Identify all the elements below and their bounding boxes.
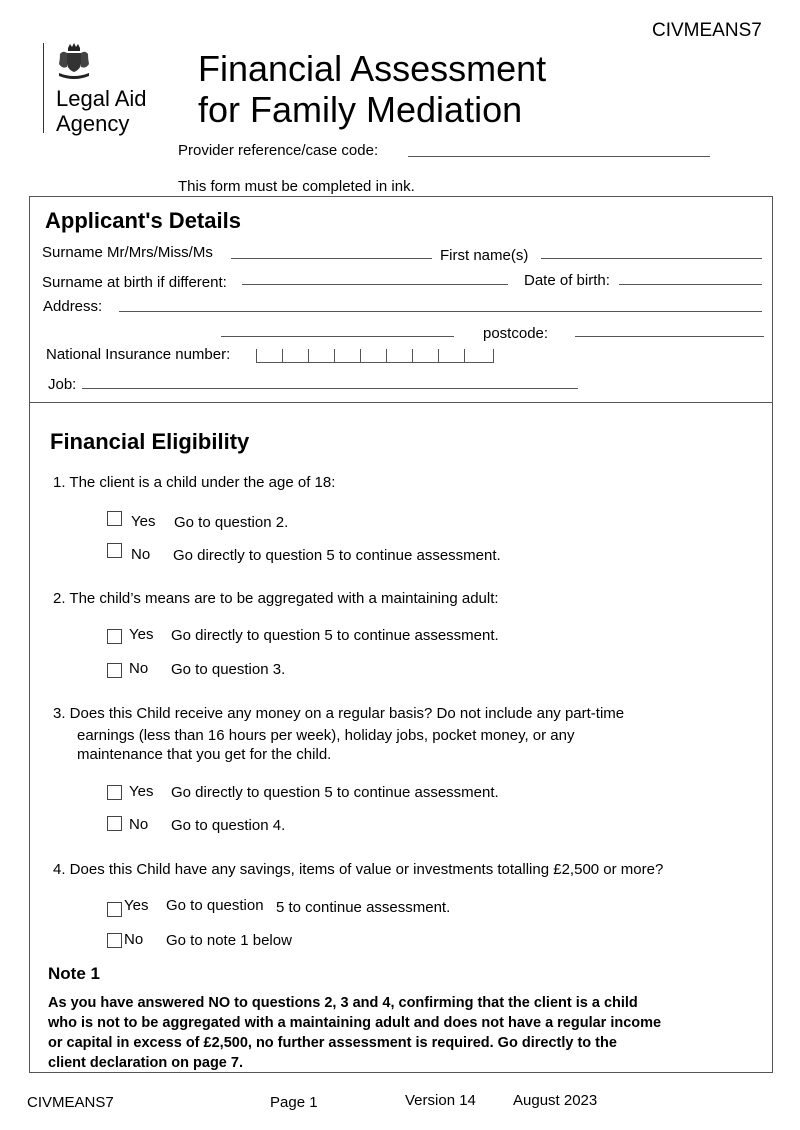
note-line-2: who is not to be aggregated with a maintaining adult and does not have a regular income bbox=[48, 1015, 662, 1031]
logo-line-2: Agency bbox=[56, 111, 130, 136]
postcode-label: postcode: bbox=[483, 325, 549, 342]
q1-yes-action: Go to question 2. bbox=[174, 514, 289, 531]
q2-yes-action: Go directly to question 5 to continue assessment. bbox=[171, 627, 499, 644]
q2-yes-label: Yes bbox=[129, 626, 154, 643]
ink-notice: This form must be completed in ink. bbox=[178, 178, 415, 195]
q2-no-label: No bbox=[129, 660, 149, 677]
q3-yes-checkbox[interactable] bbox=[107, 785, 122, 800]
dob-field[interactable] bbox=[619, 284, 762, 285]
footer-version: Version 14 bbox=[405, 1092, 476, 1109]
q4-yes-action-part-1: Go to question bbox=[166, 897, 264, 914]
q4-no-action: Go to note 1 below bbox=[166, 932, 292, 949]
q1-yes-checkbox[interactable] bbox=[107, 511, 122, 526]
form-code-top: CIVMEANS7 bbox=[652, 20, 762, 41]
job-field[interactable] bbox=[82, 388, 578, 389]
q1-no-action: Go directly to question 5 to continue assessment. bbox=[173, 547, 501, 564]
note-line-3: or capital in excess of £2,500, no further assessment is required. Go directly to the bbox=[48, 1035, 617, 1051]
address-field-line-2[interactable] bbox=[221, 336, 454, 337]
q4-no-label: No bbox=[124, 931, 144, 948]
note-heading: Note 1 bbox=[48, 964, 100, 983]
applicant-heading: Applicant's Details bbox=[45, 208, 241, 233]
note-line-4: client declaration on page 7. bbox=[48, 1055, 243, 1071]
address-field-line-1[interactable] bbox=[119, 311, 762, 312]
q4-no-checkbox[interactable] bbox=[107, 933, 122, 948]
q4-yes-checkbox[interactable] bbox=[107, 902, 122, 917]
provider-ref-field[interactable] bbox=[408, 156, 710, 157]
q1-yes-label: Yes bbox=[131, 513, 156, 530]
logo-text bbox=[56, 86, 147, 136]
question-4: 4. Does this Child have any savings, items of value or investments totalling £2,500 or more? bbox=[53, 861, 664, 878]
surname-birth-label: Surname at birth if different: bbox=[42, 274, 227, 291]
q2-no-action: Go to question 3. bbox=[171, 661, 286, 678]
surname-birth-field[interactable] bbox=[242, 284, 508, 285]
first-name-field[interactable] bbox=[541, 258, 762, 259]
q3-yes-label: Yes bbox=[129, 783, 154, 800]
job-label: Job: bbox=[48, 376, 77, 393]
q1-no-checkbox[interactable] bbox=[107, 543, 122, 558]
surname-field[interactable] bbox=[231, 258, 432, 259]
question-3-line-1: 3. Does this Child receive any money on a regular basis? Do not include any part-time bbox=[53, 705, 625, 722]
dob-label: Date of birth: bbox=[524, 272, 610, 289]
question-3-line-3: maintenance that you get for the child. bbox=[77, 746, 332, 763]
title-line-2: for Family Mediation bbox=[198, 89, 523, 130]
page-title bbox=[198, 48, 546, 130]
eligibility-heading: Financial Eligibility bbox=[50, 429, 250, 454]
first-name-label: First name(s) bbox=[440, 247, 529, 264]
note-line-1: As you have answered NO to questions 2, 3 and 4, confirming that the client is a child bbox=[48, 995, 638, 1011]
provider-ref-label: Provider reference/case code: bbox=[178, 142, 379, 159]
footer-page: Page 1 bbox=[270, 1094, 318, 1111]
q4-yes-label: Yes bbox=[124, 897, 149, 914]
question-1: 1. The client is a child under the age of 18: bbox=[53, 474, 336, 491]
q3-no-checkbox[interactable] bbox=[107, 816, 122, 831]
logo-line-1: Legal Aid bbox=[56, 86, 147, 111]
note-body bbox=[48, 993, 661, 1073]
q3-no-action: Go to question 4. bbox=[171, 817, 286, 834]
postcode-field[interactable] bbox=[575, 336, 764, 337]
title-line-1: Financial Assessment bbox=[198, 48, 547, 89]
ni-number-field[interactable] bbox=[256, 347, 494, 363]
q2-no-checkbox[interactable] bbox=[107, 663, 122, 678]
q3-no-label: No bbox=[129, 816, 149, 833]
q1-no-label: No bbox=[131, 546, 151, 563]
royal-crest-icon bbox=[56, 42, 92, 80]
question-2: 2. The child’s means are to be aggregated with a maintaining adult: bbox=[53, 590, 499, 607]
section-divider bbox=[29, 402, 773, 403]
logo-divider bbox=[43, 43, 44, 133]
footer-date: August 2023 bbox=[513, 1092, 598, 1109]
address-label: Address: bbox=[43, 298, 103, 315]
ni-label: National Insurance number: bbox=[46, 346, 231, 363]
q4-yes-action-part-2: 5 to continue assessment. bbox=[276, 899, 451, 916]
q3-yes-action: Go directly to question 5 to continue assessment. bbox=[171, 784, 499, 801]
footer-code: CIVMEANS7 bbox=[27, 1094, 114, 1111]
q2-yes-checkbox[interactable] bbox=[107, 629, 122, 644]
surname-label: Surname Mr/Mrs/Miss/Ms bbox=[42, 244, 213, 261]
question-3-line-2: earnings (less than 16 hours per week), holiday jobs, pocket money, or any bbox=[77, 727, 575, 744]
